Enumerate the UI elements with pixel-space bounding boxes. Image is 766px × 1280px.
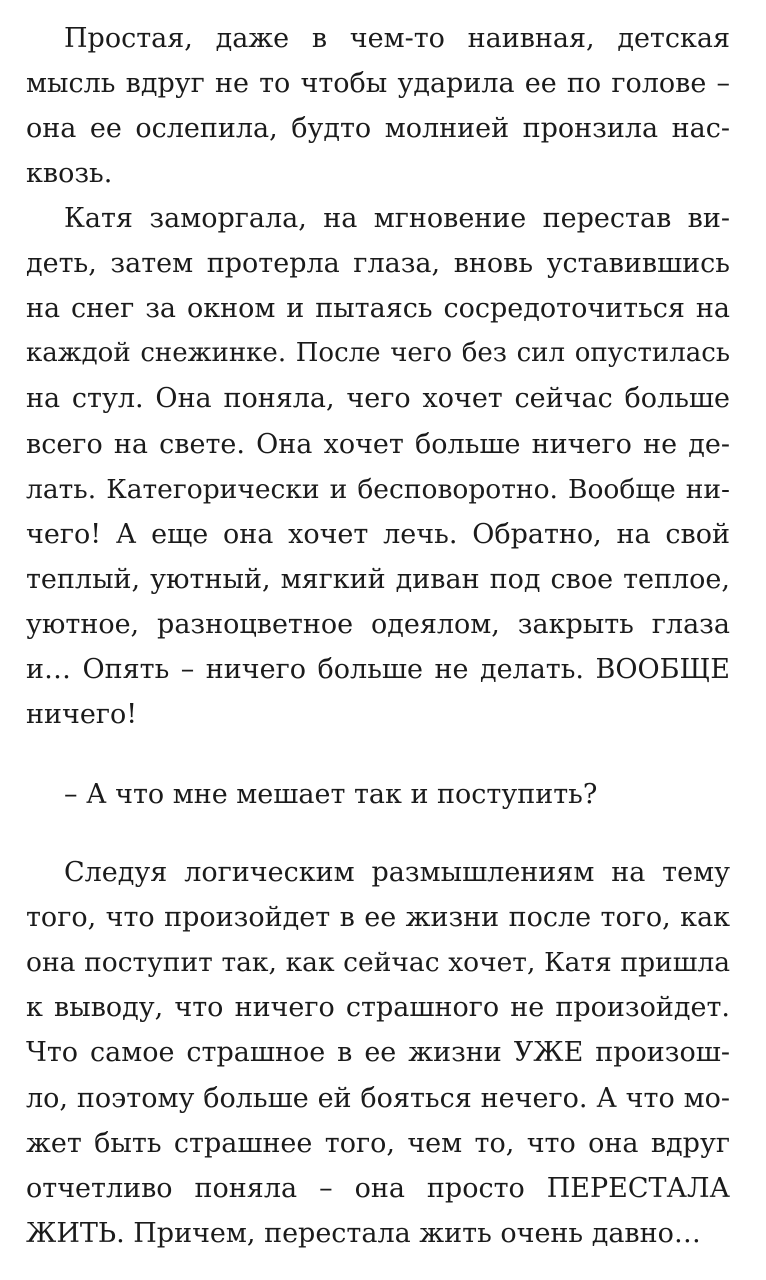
text-line: лать. Категорически и бесповоротно. Вообще ни- xyxy=(26,473,730,505)
text-line: теплый, уютный, мягкий диван под свое теплое, xyxy=(26,563,730,595)
text-line: Простая, даже в чем-то наивная, детская xyxy=(64,23,730,54)
text-line: к выводу, что ничего страшного не произойдет. xyxy=(26,992,730,1024)
text-line: и… Опять – ничего больше не делать. ВООБЩЕ xyxy=(26,654,730,685)
text-line: Катя заморгала, на мгновение перестав ви- xyxy=(64,203,730,234)
text-line: уютное, разноцветное одеялом, закрыть глаза xyxy=(26,608,730,640)
text-line: жет быть страшнее того, чем то, что она вдруг xyxy=(26,1127,730,1159)
text-line: на снег за окном и пытаясь сосредоточиться на xyxy=(26,293,730,325)
text-line: Следуя логическим размышлениям на тему xyxy=(64,857,730,888)
text-line: она ее ослепила, будто молнией пронзила нас- xyxy=(26,113,730,145)
text-line: деть, затем протерла глаза, вновь уставившись xyxy=(26,248,730,280)
text-line: на стул. Она поняла, чего хочет сейчас больше xyxy=(26,383,730,415)
text-line: того, что произойдет в ее жизни после того, как xyxy=(26,902,730,934)
text-line: мысль вдруг не то чтобы ударила ее по голове – xyxy=(26,68,730,100)
text-line: всего на свете. Она хочет больше ничего не де- xyxy=(26,428,730,460)
text-line: – А что мне мешает так и поступить? xyxy=(64,779,598,810)
text-line: отчетливо поняла – она просто ПЕРЕСТАЛА xyxy=(26,1172,730,1204)
text-line: ЖИТЬ. Причем, перестала жить очень давно… xyxy=(26,1217,701,1249)
text-line: ло, поэтому больше ей бояться нечего. А что мо- xyxy=(26,1082,730,1114)
text-line: она поступит так, как сейчас хочет, Катя пришла xyxy=(26,947,730,979)
text-line: чего! А еще она хочет лечь. Обратно, на свой xyxy=(26,518,730,550)
text-line: Что самое страшное в ее жизни УЖЕ произош- xyxy=(26,1037,730,1069)
text-line: каждой снежинке. После чего без сил опустилась xyxy=(26,338,730,369)
text-line: квозь. xyxy=(26,158,113,190)
text-line: ничего! xyxy=(26,699,138,731)
